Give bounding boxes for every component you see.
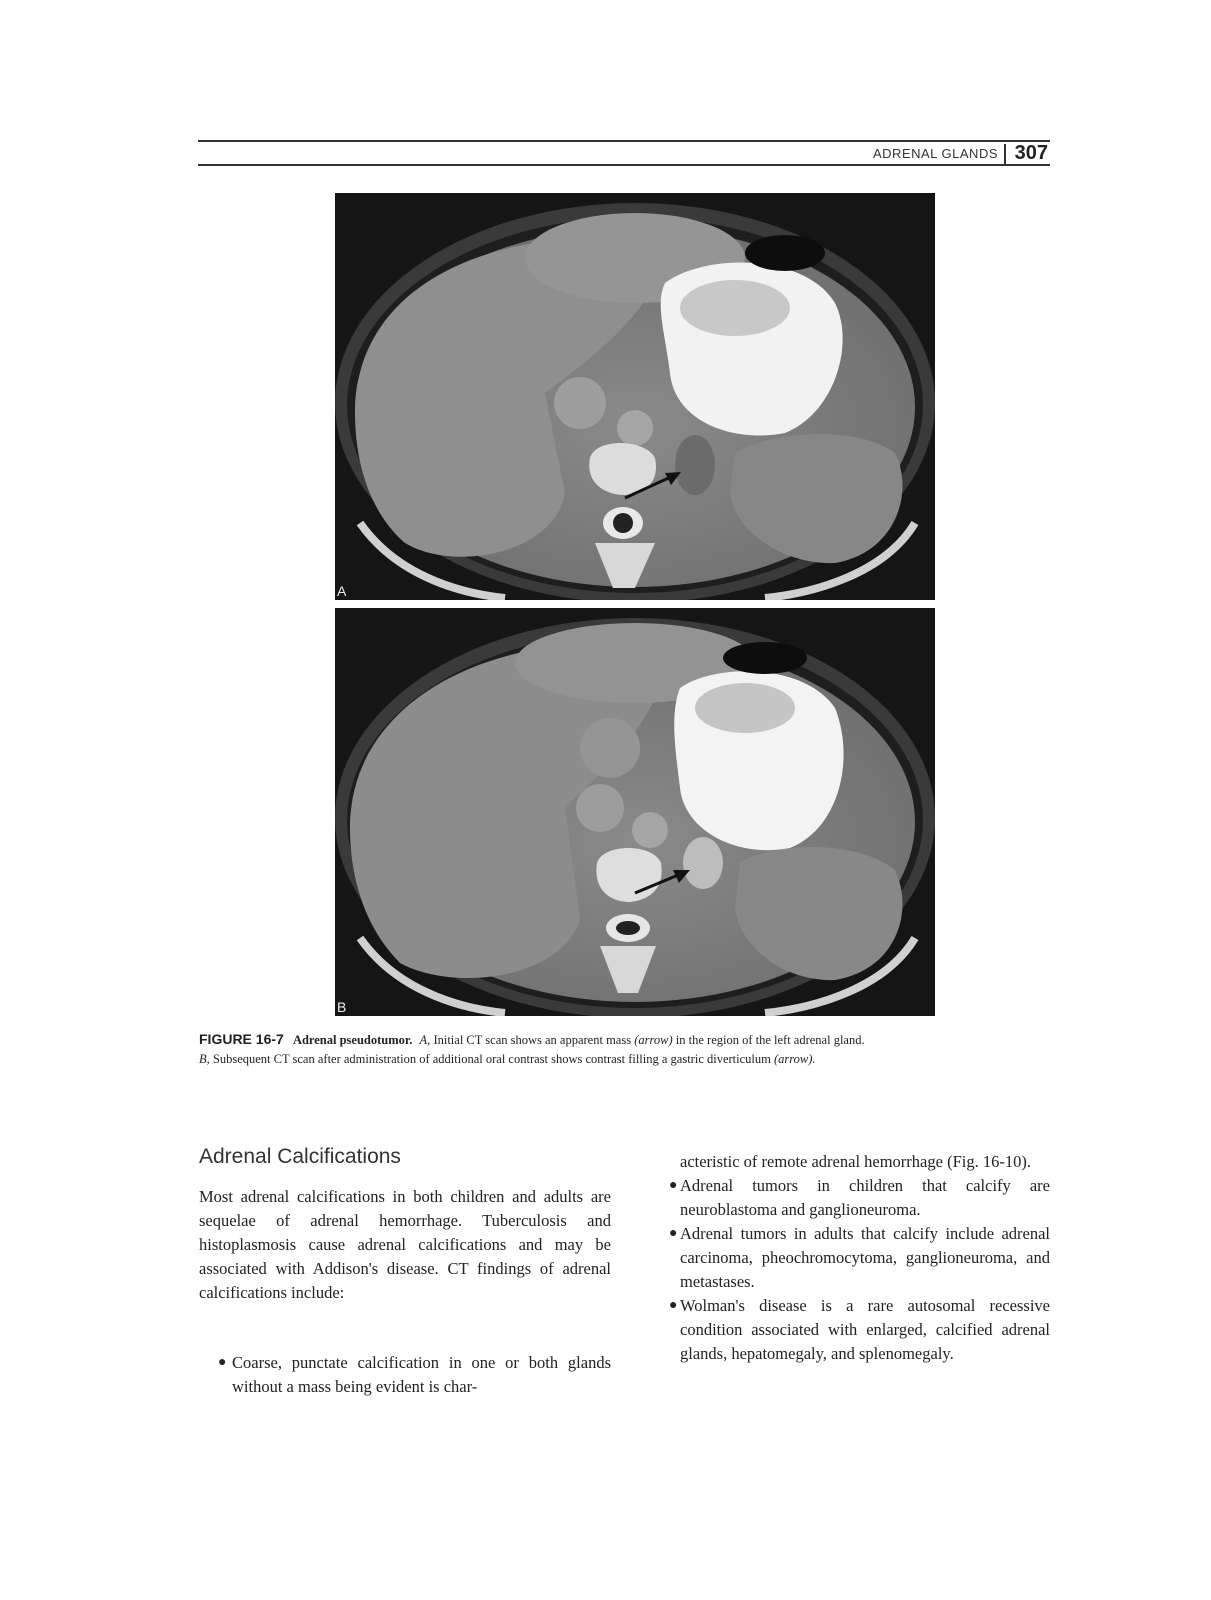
ct-scan-a [335,193,935,600]
panel-label-a: A [337,583,347,599]
list-item [650,1174,1050,1222]
page-number: 307 [1014,142,1048,164]
bullet-icon: ● [669,1298,678,1313]
list-item [650,1294,1050,1366]
left-bullet-list [199,1351,611,1399]
list-item-text: Adrenal tumors in adults that calcify include adrenal carcinoma, pheochromocytoma, ganglioneuroma, and metastases. [680,1224,1050,1291]
left-column [199,1145,611,1399]
right-column [650,1150,1050,1366]
figure-title: Adrenal pseudotumor. [292,1033,413,1047]
figure-label: FIGURE 16-7 [199,1031,284,1047]
figure-caption [199,1030,1049,1069]
caption-b-arrow: (arrow). [774,1052,816,1066]
header-rule-top [198,140,1050,142]
list-item [650,1222,1050,1294]
intro-paragraph: Most adrenal calcifications in both children and adults are sequelae of adrenal hemorrhage. Tuberculosis and histoplasmosis cause adrenal calcifications and may be associated with Addison's disease. CT findings of adrenal calcifications include: [199,1187,611,1302]
section-heading: Adrenal Calcifications [199,1145,401,1168]
ct-image-panel-a [335,193,935,600]
bullet-icon: ● [669,1226,678,1241]
bullet-icon: ● [669,1178,678,1193]
caption-b-label: B, [199,1052,210,1066]
header-rule-bottom [198,164,1050,166]
ct-scan-b [335,608,935,1016]
header-section-title: ADRENAL GLANDS [873,146,998,161]
running-header [198,140,1050,170]
bullet-icon: ● [218,1355,227,1370]
list-item-text: Coarse, punctate calcification in one or both glands without a mass being evident is char- [232,1353,611,1396]
caption-a-text-1: Initial CT scan shows an apparent mass [433,1033,632,1047]
continued-bullet-text: acteristic of remote adrenal hemorrhage (Fig. 16-10). [680,1152,1031,1171]
caption-b-text-1: Subsequent CT scan after administration of additional oral contrast shows contrast filling a gastric diverticulum [212,1052,771,1066]
ct-image-panel-b [335,608,935,1016]
header-divider [1004,144,1006,166]
caption-a-label: A, [419,1033,431,1047]
caption-a-arrow: (arrow) [634,1033,673,1047]
panel-label-b: B [337,999,347,1015]
list-item-text: Adrenal tumors in children that calcify are neuroblastoma and ganglioneuroma. [680,1176,1050,1219]
list-item-text: Wolman's disease is a rare autosomal recessive condition associated with enlarged, calcified adrenal glands, hepatomegaly, and splenomegaly. [680,1296,1050,1363]
caption-a-text-2: in the region of the left adrenal gland. [675,1033,865,1047]
list-item [199,1351,611,1399]
right-bullet-list [650,1174,1050,1366]
